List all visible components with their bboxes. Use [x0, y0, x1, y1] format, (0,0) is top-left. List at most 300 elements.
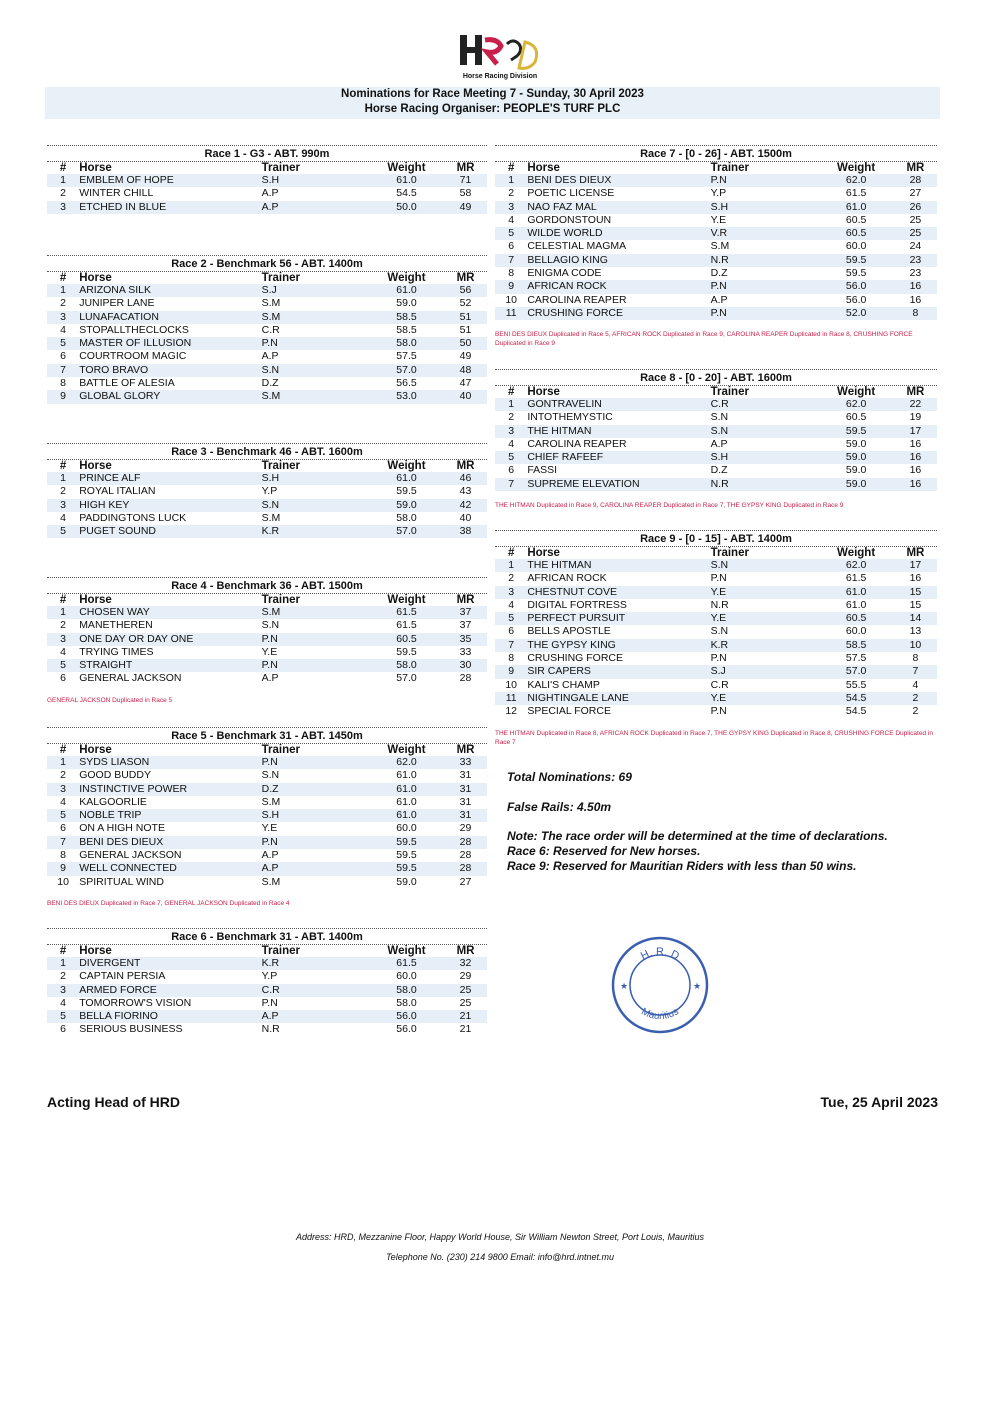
- cell-weight: 61.5: [396, 619, 417, 632]
- table-row: [47, 756, 487, 769]
- cell-horse: BELLS APOSTLE: [527, 625, 611, 638]
- cell-trainer: S.M: [261, 511, 281, 524]
- cell-weight: 59.5: [818, 254, 893, 267]
- note-race-9: Race 9: Reserved for Mauritian Riders with less than 50 wins.: [507, 859, 857, 873]
- cell-horse: BELLAGIO KING: [527, 254, 710, 267]
- cell-num: 2: [60, 187, 67, 200]
- cell-num: 1: [47, 756, 79, 769]
- cell-weight: 60.5: [845, 213, 867, 226]
- cell-mr: 29: [459, 822, 472, 835]
- cell-weight: 59.5: [396, 849, 417, 862]
- cell-weight: 62.0: [818, 398, 893, 411]
- table-row: [47, 1010, 487, 1023]
- cell-horse: GOOD BUDDY: [79, 769, 151, 782]
- cell-weight: 58.0: [396, 511, 417, 524]
- cell-horse: BELLA FIORINO: [79, 1010, 261, 1023]
- table-row: [47, 350, 487, 363]
- cell-trainer: V.R: [711, 227, 819, 240]
- stamp-bottom-text: Mauritius: [639, 1006, 681, 1023]
- table-row: [495, 586, 937, 599]
- cell-mr: 27: [459, 875, 472, 888]
- cell-mr: 16: [894, 451, 937, 464]
- column-header-horse: Horse: [527, 386, 560, 398]
- cell-weight: 58.5: [369, 311, 444, 324]
- cell-horse: CAPTAIN PERSIA: [79, 970, 166, 983]
- cell-num: 4: [508, 213, 515, 226]
- race-block: [47, 443, 487, 538]
- cell-mr: 10: [894, 639, 937, 652]
- cell-num: 2: [60, 970, 67, 983]
- cell-horse: AFRICAN ROCK: [527, 572, 607, 585]
- column-header-num: #: [59, 594, 67, 606]
- cell-horse: DIGITAL FORTRESS: [527, 598, 627, 611]
- cell-trainer: Y.E: [710, 213, 727, 226]
- cell-mr: 4: [912, 678, 919, 691]
- organiser-title: Horse Racing Organiser: PEOPLE'S TURF PLC: [364, 103, 621, 115]
- cell-num: 10: [505, 678, 517, 691]
- table-row: [495, 438, 937, 451]
- cell-trainer: S.M: [261, 297, 281, 310]
- cell-num: 2: [60, 485, 67, 498]
- cell-horse: AFRICAN ROCK: [527, 280, 710, 293]
- cell-horse: HIGH KEY: [79, 499, 261, 512]
- cell-weight: 61.0: [396, 795, 417, 808]
- cell-trainer: K.R: [262, 957, 369, 970]
- race-title: Race 1 - G3 - ABT. 990m: [47, 145, 487, 162]
- cell-trainer: P.N: [262, 633, 369, 646]
- cell-num: 3: [47, 783, 79, 796]
- cell-trainer: S.H: [262, 174, 369, 187]
- cell-mr: 2: [894, 692, 937, 705]
- table-row: [495, 705, 937, 718]
- table-row: [47, 783, 487, 796]
- column-header-trainer: Trainer: [261, 744, 300, 756]
- cell-horse: TORO BRAVO: [79, 364, 261, 377]
- duplicate-note: GENERAL JACKSON Duplicated in Race 5: [47, 696, 173, 704]
- cell-weight: 59.5: [369, 836, 444, 849]
- cell-horse: GENERAL JACKSON: [79, 849, 182, 862]
- cell-num: 8: [60, 377, 67, 390]
- cell-mr: 25: [909, 213, 922, 226]
- cell-mr: 38: [444, 525, 487, 538]
- cell-horse: SUPREME ELEVATION: [527, 478, 710, 491]
- cell-horse: GENERAL JACKSON: [79, 672, 182, 685]
- column-header-horse: Horse: [527, 162, 560, 174]
- table-row: [47, 646, 487, 659]
- cell-trainer: S.H: [262, 809, 369, 822]
- cell-num: 7: [47, 836, 79, 849]
- column-header-weight: Weight: [387, 460, 426, 472]
- cell-horse: TRYING TIMES: [79, 645, 154, 658]
- table-row: [495, 187, 937, 200]
- table-row: [47, 512, 487, 525]
- cell-horse: GONTRAVELIN: [527, 398, 710, 411]
- cell-mr: 27: [909, 187, 922, 200]
- cell-weight: 60.5: [369, 633, 444, 646]
- cell-weight: 58.5: [818, 639, 893, 652]
- cell-horse: LUNAFACATION: [79, 311, 261, 324]
- cell-trainer: D.Z: [261, 377, 279, 390]
- cell-mr: 16: [894, 478, 937, 491]
- cell-weight: 59.0: [396, 297, 417, 310]
- cell-horse: PERFECT PURSUIT: [527, 612, 710, 625]
- cell-weight: 59.0: [818, 451, 893, 464]
- table-header-row: [495, 162, 937, 174]
- table-row: [495, 294, 937, 307]
- cell-horse: PADDINGTONS LUCK: [79, 511, 187, 524]
- nominations-table: [47, 594, 487, 686]
- cell-mr: 29: [459, 970, 472, 983]
- cell-num: 5: [495, 227, 527, 240]
- cell-trainer: K.R: [262, 525, 369, 538]
- table-row: [47, 1023, 487, 1036]
- table-row: [47, 862, 487, 875]
- cell-horse: CRUSHING FORCE: [527, 652, 623, 665]
- column-header-weight: Weight: [387, 162, 426, 174]
- cell-weight: 58.5: [396, 323, 417, 336]
- column-header-num: #: [59, 162, 67, 174]
- cell-horse: ARIZONA SILK: [79, 284, 261, 297]
- cell-num: 6: [60, 672, 67, 685]
- cell-horse: CAROLINA REAPER: [527, 437, 627, 450]
- cell-horse: SIR CAPERS: [527, 665, 710, 678]
- footer-address: Address: HRD, Mezzanine Floor, Happy World House, Sir William Newton Street, Port Louis, Mauritius: [295, 1232, 705, 1242]
- cell-num: 3: [47, 311, 79, 324]
- cell-mr: 31: [459, 769, 472, 782]
- cell-num: 4: [508, 598, 515, 611]
- cell-trainer: S.N: [710, 625, 729, 638]
- cell-num: 6: [60, 1023, 67, 1036]
- cell-num: 2: [60, 297, 67, 310]
- cell-mr: 43: [459, 485, 472, 498]
- cell-trainer: N.R: [261, 1023, 280, 1036]
- table-row: [495, 280, 937, 293]
- column-header-num: #: [59, 460, 67, 472]
- table-row: [495, 679, 937, 692]
- column-header-horse: Horse: [527, 547, 560, 559]
- table-row: [495, 625, 937, 638]
- cell-weight: 61.5: [845, 572, 867, 585]
- race-title: Race 6 - Benchmark 31 - ABT. 1400m: [47, 928, 487, 945]
- cell-trainer: Y.P: [261, 970, 278, 983]
- cell-horse: ROYAL ITALIAN: [79, 485, 156, 498]
- cell-num: 7: [495, 478, 527, 491]
- cell-mr: 56: [444, 284, 487, 297]
- nominations-table: [47, 272, 487, 404]
- cell-weight: 61.0: [845, 598, 867, 611]
- duplicate-note: BENI DES DIEUX Duplicated in Race 5, AFRICAN ROCK Duplicated in Race 9, CAROLINA REAPER Duplicated in Race 8, CRUSHING FORCE Duplicated in Race 9: [495, 331, 913, 348]
- cell-trainer: S.H: [711, 201, 819, 214]
- table-row: [47, 876, 487, 889]
- cell-mr: 24: [909, 240, 922, 253]
- cell-trainer: S.N: [711, 425, 819, 438]
- cell-num: 2: [508, 187, 515, 200]
- cell-horse: WELL CONNECTED: [79, 862, 261, 875]
- column-header-horse: Horse: [79, 460, 112, 472]
- table-row: [47, 984, 487, 997]
- cell-mr: 33: [459, 645, 472, 658]
- table-row: [47, 796, 487, 809]
- table-row: [47, 337, 487, 350]
- cell-weight: 59.5: [396, 485, 417, 498]
- table-header-row: [47, 945, 487, 957]
- cell-trainer: A.P: [262, 1010, 369, 1023]
- cell-trainer: S.H: [711, 451, 819, 464]
- cell-weight: 62.0: [818, 559, 893, 572]
- table-row: [495, 174, 937, 187]
- cell-weight: 62.0: [369, 756, 444, 769]
- cell-mr: 51: [459, 323, 472, 336]
- race-block: [47, 727, 487, 908]
- cell-mr: 15: [894, 586, 937, 599]
- cell-mr: 15: [909, 598, 922, 611]
- table-row: [495, 411, 937, 424]
- cell-horse: MASTER OF ILLUSION: [79, 337, 261, 350]
- cell-mr: 16: [909, 437, 922, 450]
- cell-horse: COURTROOM MAGIC: [79, 350, 187, 363]
- cell-horse: WILDE WORLD: [527, 227, 710, 240]
- table-row: [495, 639, 937, 652]
- stamp-top-text: H. R. D: [638, 946, 682, 963]
- cell-weight: 60.0: [396, 970, 417, 983]
- cell-trainer: P.N: [262, 836, 369, 849]
- cell-horse: FASSI: [527, 464, 558, 477]
- cell-num: 4: [508, 437, 515, 450]
- cell-mr: 28: [444, 836, 487, 849]
- column-header-weight: Weight: [387, 272, 426, 284]
- cell-mr: 16: [909, 293, 922, 306]
- cell-weight: 61.0: [369, 809, 444, 822]
- cell-num: 2: [60, 769, 67, 782]
- column-header-weight: Weight: [387, 594, 426, 606]
- cell-mr: 48: [444, 364, 487, 377]
- cell-horse: JUNIPER LANE: [79, 297, 155, 310]
- column-header-weight: Weight: [837, 162, 876, 174]
- race-title: Race 9 - [0 - 15] - ABT. 1400m: [495, 530, 937, 547]
- cell-horse: SYDS LIASON: [79, 756, 261, 769]
- cell-num: 2: [60, 619, 67, 632]
- cell-weight: 59.0: [369, 499, 444, 512]
- cell-horse: BENI DES DIEUX: [527, 174, 710, 187]
- cell-num: 4: [60, 511, 67, 524]
- cell-horse: TOMORROW'S VISION: [79, 996, 192, 1009]
- cell-mr: 14: [894, 612, 937, 625]
- cell-trainer: S.M: [262, 606, 369, 619]
- cell-weight: 59.5: [818, 425, 893, 438]
- race-title: Race 5 - Benchmark 31 - ABT. 1450m: [47, 727, 487, 744]
- table-row: [495, 214, 937, 227]
- table-row: [47, 187, 487, 200]
- cell-mr: 28: [894, 174, 937, 187]
- cell-horse: BATTLE OF ALESIA: [79, 377, 175, 390]
- cell-trainer: S.M: [710, 240, 730, 253]
- cell-mr: 23: [894, 254, 937, 267]
- note-race-6: Race 6: Reserved for New horses.: [507, 844, 701, 858]
- cell-weight: 57.0: [369, 364, 444, 377]
- cell-mr: 32: [444, 957, 487, 970]
- svg-text:★: ★: [620, 981, 629, 991]
- cell-num: 1: [495, 398, 527, 411]
- nominations-table: [495, 547, 937, 719]
- cell-horse: KALI'S CHAMP: [527, 678, 600, 691]
- cell-horse: THE GYPSY KING: [527, 639, 710, 652]
- table-row: [47, 485, 487, 498]
- cell-weight: 58.0: [369, 984, 444, 997]
- cell-trainer: A.P: [262, 201, 369, 214]
- table-row: [495, 267, 937, 280]
- cell-horse: SERIOUS BUSINESS: [79, 1023, 183, 1036]
- svg-text:Mauritius: [639, 1006, 680, 1022]
- cell-trainer: P.N: [261, 996, 278, 1009]
- cell-num: 5: [47, 809, 79, 822]
- cell-mr: 16: [894, 280, 937, 293]
- table-row: [495, 652, 937, 665]
- race-title: Race 2 - Benchmark 56 - ABT. 1400m: [47, 255, 487, 272]
- cell-horse: CRUSHING FORCE: [527, 307, 710, 320]
- cell-mr: 47: [459, 377, 472, 390]
- table-row: [495, 478, 937, 491]
- cell-mr: 51: [444, 311, 487, 324]
- cell-weight: 59.0: [818, 478, 893, 491]
- column-header-trainer: Trainer: [710, 162, 749, 174]
- table-row: [47, 809, 487, 822]
- cell-trainer: P.N: [710, 705, 727, 718]
- cell-mr: 25: [459, 996, 472, 1009]
- cell-trainer: D.Z: [262, 783, 369, 796]
- cell-weight: 59.0: [845, 437, 867, 450]
- cell-trainer: S.N: [261, 769, 280, 782]
- duplicate-note: THE HITMAN Duplicated in Race 9, CAROLINA REAPER Duplicated in Race 7, THE GYPSY KING Duplicated in Race 9: [495, 502, 844, 510]
- cell-num: 6: [508, 464, 515, 477]
- cell-weight: 61.0: [369, 472, 444, 485]
- cell-horse: CHESTNUT COVE: [527, 586, 710, 599]
- cell-horse: STRAIGHT: [79, 659, 261, 672]
- cell-horse: ARMED FORCE: [79, 984, 261, 997]
- race-title: Race 7 - [0 - 26] - ABT. 1500m: [495, 145, 937, 162]
- column-header-num: #: [507, 386, 515, 398]
- cell-trainer: C.R: [711, 398, 819, 411]
- race-title: Race 4 - Benchmark 36 - ABT. 1500m: [47, 577, 487, 594]
- false-rails: False Rails: 4.50m: [507, 800, 612, 814]
- cell-mr: 46: [444, 472, 487, 485]
- cell-weight: 54.5: [845, 705, 867, 718]
- header-band: [45, 87, 940, 119]
- column-header-horse: Horse: [79, 744, 112, 756]
- signatory: Acting Head of HRD: [47, 1094, 180, 1110]
- table-row: [47, 957, 487, 970]
- cell-weight: 60.0: [845, 625, 867, 638]
- svg-text:H. R. D: [639, 946, 681, 962]
- cell-mr: 33: [444, 756, 487, 769]
- cell-num: 8: [508, 652, 515, 665]
- column-header-horse: Horse: [79, 594, 112, 606]
- table-row: [47, 822, 487, 835]
- total-nominations: Total Nominations: 69: [507, 770, 632, 784]
- cell-weight: 59.0: [396, 875, 417, 888]
- cell-mr: 31: [459, 795, 472, 808]
- table-row: [47, 525, 487, 538]
- cell-mr: 58: [459, 187, 472, 200]
- table-row: [47, 472, 487, 485]
- race-block: [47, 255, 487, 404]
- cell-mr: 71: [444, 174, 487, 187]
- cell-trainer: N.R: [710, 598, 729, 611]
- cell-num: 9: [495, 665, 527, 678]
- table-row: [495, 240, 937, 253]
- cell-mr: 52: [459, 297, 472, 310]
- cell-mr: 49: [459, 350, 472, 363]
- cell-trainer: S.J: [262, 284, 369, 297]
- column-header-mr: MR: [456, 744, 475, 756]
- cell-trainer: P.N: [711, 307, 819, 320]
- cell-trainer: A.P: [710, 293, 728, 306]
- cell-horse: NAO FAZ MAL: [527, 201, 710, 214]
- cell-weight: 60.0: [845, 240, 867, 253]
- cell-trainer: N.R: [711, 478, 819, 491]
- cell-horse: INTOTHEMYSTIC: [527, 411, 613, 424]
- cell-num: 9: [47, 862, 79, 875]
- cell-weight: 61.5: [369, 606, 444, 619]
- table-header-row: [495, 547, 937, 559]
- table-header-row: [47, 162, 487, 174]
- cell-mr: 21: [459, 1023, 472, 1036]
- cell-trainer: Y.E: [711, 612, 819, 625]
- cell-horse: THE HITMAN: [527, 559, 710, 572]
- nominations-table: [495, 386, 937, 491]
- cell-mr: 8: [912, 652, 919, 665]
- duplicate-note: THE HITMAN Duplicated in Race 8, AFRICAN ROCK Duplicated in Race 7, THE GYPSY KING Duplicated in Race 8, CRUSHING FORCE Duplicated in Race 7: [495, 729, 933, 746]
- cell-trainer: P.N: [262, 756, 369, 769]
- cell-weight: 57.5: [396, 350, 417, 363]
- cell-trainer: A.P: [261, 350, 279, 363]
- cell-horse: EMBLEM OF HOPE: [79, 174, 261, 187]
- cell-trainer: S.N: [710, 411, 729, 424]
- table-row: [495, 201, 937, 214]
- column-header-weight: Weight: [837, 386, 876, 398]
- cell-weight: 61.0: [818, 201, 893, 214]
- cell-weight: 57.0: [818, 665, 893, 678]
- cell-num: 1: [495, 174, 527, 187]
- cell-trainer: A.P: [710, 437, 728, 450]
- cell-mr: 17: [894, 559, 937, 572]
- cell-mr: 16: [909, 464, 922, 477]
- table-header-row: [495, 386, 937, 398]
- cell-num: 1: [47, 284, 79, 297]
- cell-trainer: P.N: [262, 337, 369, 350]
- cell-mr: 30: [444, 659, 487, 672]
- cell-trainer: P.N: [710, 572, 727, 585]
- table-row: [47, 672, 487, 685]
- cell-mr: 28: [459, 849, 472, 862]
- cell-weight: 50.0: [369, 201, 444, 214]
- cell-num: 12: [505, 705, 517, 718]
- cell-horse: NIGHTINGALE LANE: [527, 692, 710, 705]
- column-header-num: #: [507, 547, 515, 559]
- cell-weight: 61.0: [369, 284, 444, 297]
- cell-trainer: C.R: [261, 323, 280, 336]
- cell-horse: CAROLINA REAPER: [527, 293, 627, 306]
- cell-trainer: Y.E: [261, 645, 278, 658]
- cell-num: 5: [495, 612, 527, 625]
- race-title: Race 8 - [0 - 20] - ABT. 1600m: [495, 369, 937, 386]
- cell-trainer: P.N: [710, 652, 727, 665]
- column-header-num: #: [59, 945, 67, 957]
- cell-mr: 31: [444, 809, 487, 822]
- cell-trainer: S.N: [711, 559, 819, 572]
- cell-num: 9: [47, 390, 79, 403]
- table-row: [495, 464, 937, 477]
- table-row: [47, 633, 487, 646]
